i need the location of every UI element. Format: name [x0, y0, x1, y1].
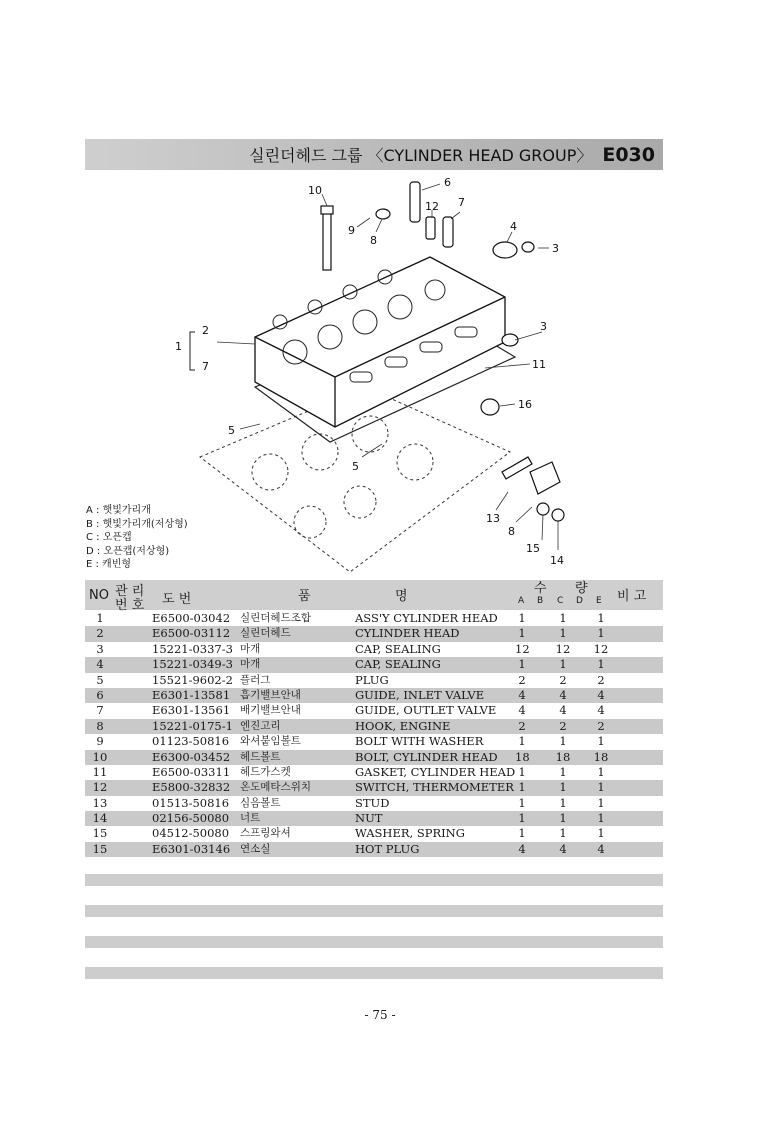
- table-row: [85, 750, 663, 765]
- row-qty-a: 1: [518, 780, 526, 795]
- row-part-number: E6300-03452: [152, 749, 231, 764]
- row-part-number: E6301-03146: [152, 841, 231, 856]
- row-korean-name: 와셔붙임볼트: [240, 735, 301, 748]
- table-row: [85, 688, 663, 703]
- callout-1: 1: [175, 340, 182, 353]
- callout-7b: 7: [202, 360, 209, 373]
- row-part-number: 15221-0337-3: [152, 641, 233, 656]
- row-qty-c: 1: [559, 734, 567, 749]
- callout-8b: 8: [508, 525, 515, 538]
- row-english-name: STUD: [355, 795, 390, 810]
- header-col-b: B: [537, 596, 544, 606]
- row-part-number: E6500-03311: [152, 764, 231, 779]
- legend-item-a: A : 햇빛가리개: [86, 505, 151, 516]
- parts-table-body: [85, 611, 663, 857]
- row-english-name: GASKET, CYLINDER HEAD: [355, 764, 516, 779]
- header-mgmt-top: 관 리: [115, 584, 145, 599]
- row-english-name: BOLT, CYLINDER HEAD: [355, 749, 498, 764]
- header-col-d: D: [576, 596, 583, 606]
- header-qty-left: 수: [534, 581, 547, 596]
- row-english-name: GUIDE, OUTLET VALVE: [355, 703, 497, 718]
- row-english-name: PLUG: [355, 672, 389, 687]
- blank-rows: [85, 874, 663, 998]
- row-qty-a: 1: [518, 811, 526, 826]
- model-legend: [86, 504, 188, 572]
- row-no: 5: [96, 672, 104, 687]
- row-no: 2: [96, 626, 104, 641]
- row-qty-e: 2: [597, 718, 605, 733]
- row-qty-c: 18: [555, 749, 571, 764]
- row-qty-e: 1: [597, 780, 605, 795]
- table-row: [85, 734, 663, 749]
- row-qty-c: 1: [559, 764, 567, 779]
- row-qty-e: 4: [597, 703, 605, 718]
- callout-5: 5: [228, 424, 235, 437]
- row-qty-a: 1: [518, 734, 526, 749]
- row-english-name: SWITCH, THERMOMETER: [355, 780, 514, 795]
- row-qty-a: 1: [518, 611, 526, 625]
- row-qty-c: 4: [559, 687, 567, 702]
- row-no: 4: [96, 657, 104, 672]
- table-row: [85, 657, 663, 672]
- row-qty-c: 1: [559, 657, 567, 672]
- row-no: 8: [96, 718, 104, 733]
- row-qty-c: 1: [559, 626, 567, 641]
- row-english-name: CYLINDER HEAD: [355, 626, 460, 641]
- row-no: 15: [92, 826, 108, 841]
- row-qty-c: 4: [559, 703, 567, 718]
- row-part-number: 01123-50816: [152, 734, 230, 749]
- row-qty-e: 1: [597, 811, 605, 826]
- row-qty-a: 1: [518, 626, 526, 641]
- page-title: [249, 143, 655, 166]
- row-qty-c: 2: [559, 672, 567, 687]
- callout-11: 11: [532, 358, 546, 371]
- group-code: E030: [602, 144, 655, 166]
- row-qty-e: 1: [597, 626, 605, 641]
- row-qty-c: 12: [555, 641, 571, 656]
- row-part-number: E6301-13561: [152, 703, 231, 718]
- header-no: NO: [89, 588, 109, 603]
- row-no: 9: [96, 734, 104, 749]
- table-row: [85, 842, 663, 857]
- row-korean-name: 마개: [240, 642, 261, 655]
- row-qty-e: 1: [597, 826, 605, 841]
- table-row: [85, 673, 663, 688]
- row-part-number: E5800-32832: [152, 780, 231, 795]
- header-mgmt-bottom: 번 호: [115, 598, 145, 613]
- table-row: [85, 703, 663, 718]
- table-row: [85, 765, 663, 780]
- row-qty-c: 1: [559, 811, 567, 826]
- header-name-right: 명: [395, 589, 408, 604]
- row-qty-e: 4: [597, 687, 605, 702]
- row-qty-a: 1: [518, 657, 526, 672]
- row-qty-e: 1: [597, 734, 605, 749]
- row-no: 12: [92, 780, 108, 795]
- row-qty-a: 1: [518, 826, 526, 841]
- row-qty-e: 18: [593, 749, 609, 764]
- row-korean-name: 연소실: [240, 842, 271, 855]
- row-english-name: HOT PLUG: [355, 841, 420, 856]
- row-qty-e: 12: [593, 641, 609, 656]
- row-english-name: NUT: [355, 811, 383, 826]
- row-korean-name: 배기밸브안내: [240, 704, 301, 717]
- title-label: 실린더헤드 그룹 〈CYLINDER HEAD GROUP〉: [249, 146, 593, 165]
- callout-6: 6: [444, 176, 451, 189]
- row-english-name: HOOK, ENGINE: [355, 718, 451, 733]
- row-korean-name: 스프링와셔: [240, 827, 291, 840]
- header-col-e: E: [596, 596, 602, 606]
- row-qty-c: 2: [559, 718, 567, 733]
- cylinder-head-exploded-diagram: [160, 172, 590, 577]
- blank-row: [85, 967, 663, 979]
- header-col-c: C: [557, 596, 564, 606]
- row-part-number: E6301-13581: [152, 687, 231, 702]
- header-qty-right: 량: [575, 581, 588, 596]
- row-no: 14: [92, 811, 108, 826]
- row-part-number: 15521-9602-2: [152, 672, 233, 687]
- row-qty-a: 12: [515, 641, 530, 656]
- legend-item-d: D : 오픈캡(저상형): [86, 545, 170, 557]
- row-korean-name: 흡기밸브안내: [240, 688, 301, 701]
- row-no: 6: [96, 687, 104, 702]
- row-part-number: E6500-03042: [152, 611, 231, 625]
- row-qty-e: 1: [597, 795, 605, 810]
- callout-2: 2: [202, 324, 209, 337]
- row-qty-a: 2: [518, 672, 526, 687]
- callout-3b: 3: [540, 320, 547, 333]
- row-no: 13: [92, 795, 108, 810]
- row-korean-name: 헤드가스켓: [240, 765, 291, 778]
- legend-item-c: C : 오픈캡: [86, 532, 132, 543]
- parts-table-header: [85, 580, 663, 613]
- row-no: 15: [92, 841, 108, 856]
- header-name-left: 품: [298, 589, 311, 604]
- row-english-name: CAP, SEALING: [355, 641, 441, 656]
- callout-13: 13: [486, 512, 500, 525]
- row-qty-e: 4: [597, 841, 605, 856]
- callout-3: 3: [552, 242, 559, 255]
- row-part-number: 15221-0175-1: [152, 718, 233, 733]
- title-bar: [85, 139, 663, 170]
- legend-item-e: E : 캐빈형: [86, 559, 132, 570]
- callout-14: 14: [550, 554, 564, 567]
- row-korean-name: 너트: [240, 812, 261, 825]
- row-english-name: BOLT WITH WASHER: [355, 734, 484, 749]
- header-remarks: 비 고: [617, 589, 647, 604]
- callout-15: 15: [526, 542, 540, 555]
- row-part-number: 02156-50080: [152, 811, 230, 826]
- row-part-number: 04512-50080: [152, 826, 230, 841]
- blank-row: [85, 936, 663, 948]
- row-no: 1: [96, 611, 104, 625]
- row-korean-name: 헤드볼트: [240, 750, 281, 763]
- table-row: [85, 826, 663, 841]
- row-no: 11: [92, 764, 108, 779]
- row-qty-c: 1: [559, 780, 567, 795]
- row-qty-a: 1: [518, 764, 526, 779]
- row-qty-c: 4: [559, 841, 567, 856]
- table-row: [85, 719, 663, 734]
- row-qty-a: 18: [515, 749, 530, 764]
- row-qty-a: 2: [518, 718, 526, 733]
- callout-16: 16: [518, 398, 532, 411]
- row-part-number: 01513-50816: [152, 795, 230, 810]
- callout-7: 7: [458, 196, 465, 209]
- row-qty-e: 1: [597, 657, 605, 672]
- header-col-a: A: [518, 596, 525, 606]
- callout-12: 12: [425, 200, 439, 213]
- callout-9: 9: [348, 224, 355, 237]
- table-row: [85, 611, 663, 626]
- blank-row: [85, 905, 663, 917]
- row-qty-c: 1: [559, 826, 567, 841]
- table-row: [85, 811, 663, 826]
- row-english-name: GUIDE, INLET VALVE: [355, 687, 485, 702]
- row-part-number: 15221-0349-3: [152, 657, 233, 672]
- legend-item-b: B : 햇빛가리개(저상형): [86, 518, 188, 530]
- row-qty-a: 4: [518, 841, 526, 856]
- callout-4: 4: [510, 220, 517, 233]
- row-part-number: E6500-03112: [152, 626, 231, 641]
- page-number: - 75 -: [364, 1008, 396, 1022]
- row-korean-name: 마개: [240, 658, 261, 671]
- row-no: 3: [96, 641, 104, 656]
- row-english-name: CAP, SEALING: [355, 657, 441, 672]
- row-qty-e: 2: [597, 672, 605, 687]
- row-qty-c: 1: [559, 795, 567, 810]
- row-qty-a: 4: [518, 703, 526, 718]
- row-qty-e: 1: [597, 764, 605, 779]
- table-row: [85, 780, 663, 795]
- row-qty-a: 4: [518, 687, 526, 702]
- callout-10: 10: [308, 184, 322, 197]
- row-no: 10: [92, 749, 108, 764]
- row-no: 7: [96, 703, 104, 718]
- row-english-name: WASHER, SPRING: [355, 826, 465, 841]
- row-english-name: ASS'Y CYLINDER HEAD: [355, 611, 498, 625]
- table-row: [85, 626, 663, 641]
- row-qty-c: 1: [559, 611, 567, 625]
- row-korean-name: 엔진고리: [240, 719, 281, 732]
- row-qty-a: 1: [518, 795, 526, 810]
- row-korean-name: 실린더헤드조합: [240, 612, 312, 624]
- row-qty-e: 1: [597, 611, 605, 625]
- row-korean-name: 심음볼트: [240, 796, 281, 809]
- blank-row: [85, 874, 663, 886]
- callout-5b: 5: [352, 460, 359, 473]
- header-part-no: 도 번: [162, 592, 192, 607]
- row-korean-name: 온도메타스위치: [240, 781, 312, 794]
- table-row: [85, 796, 663, 811]
- row-korean-name: 실린더헤드: [240, 627, 291, 640]
- row-korean-name: 플러그: [240, 673, 271, 686]
- callout-8: 8: [370, 234, 377, 247]
- table-row: [85, 642, 663, 657]
